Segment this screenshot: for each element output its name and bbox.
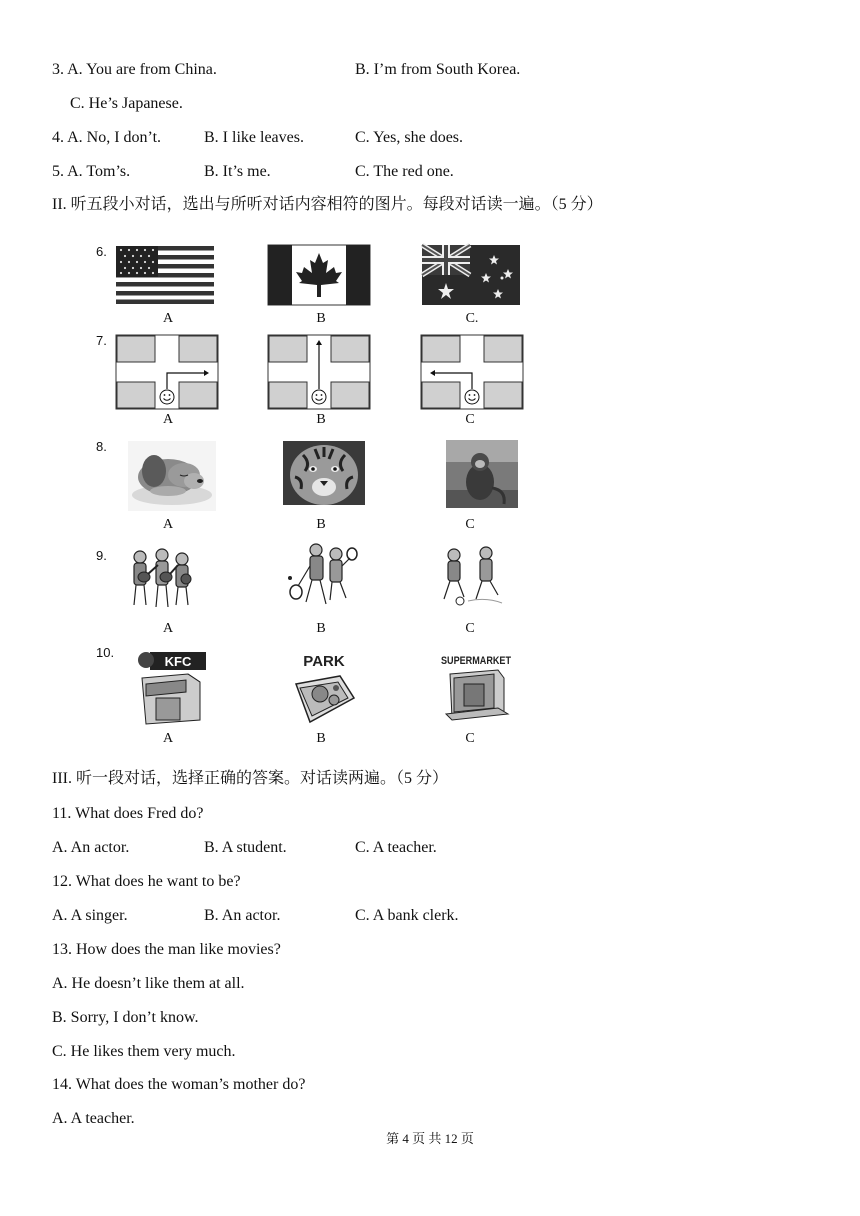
- q11-option-a: A. An actor.: [52, 839, 130, 856]
- supermarket-image: [438, 650, 514, 724]
- q9-number: 9.: [96, 548, 107, 563]
- q9-caption-c: C: [465, 621, 475, 636]
- q7-caption-a: A: [162, 412, 174, 427]
- kids-playing-tennis-image: [286, 540, 358, 614]
- q6-caption-a: A: [162, 311, 174, 326]
- q10-caption-c: C: [465, 731, 475, 746]
- route-go-straight-image: [268, 335, 370, 409]
- park-sign-text: PARK: [303, 653, 345, 670]
- q3-option-b: B. I’m from South Korea.: [355, 61, 521, 78]
- supermarket-sign-text: SUPERMARKET: [441, 655, 512, 667]
- q12-option-a: A. A singer.: [52, 907, 128, 924]
- q8-caption-a: A: [162, 517, 174, 532]
- q6-caption-b: B: [316, 311, 326, 326]
- q9-caption-a: A: [162, 621, 174, 636]
- route-turn-left-image: [421, 335, 523, 409]
- q5-option-b: B. It’s me.: [204, 163, 271, 180]
- q3-option-a: 3. A. You are from China.: [52, 61, 217, 78]
- section2-heading: II. 听五段小对话，选出与所听对话内容相符的图片。每段对话读一遍。（5 分）: [52, 196, 603, 213]
- q10-number: 10.: [96, 645, 115, 660]
- tiger-photo: [283, 441, 365, 505]
- q4-option-c: C. Yes, she does.: [355, 129, 464, 146]
- q4-option-b: B. I like leaves.: [204, 129, 304, 146]
- q11-question: 11. What does Fred do?: [52, 805, 204, 822]
- kids-playing-soccer-image: [436, 545, 506, 607]
- kfc-sign-text: KFC: [164, 654, 192, 669]
- q7-caption-c: C: [465, 412, 475, 427]
- q4-option-a: 4. A. No, I don’t.: [52, 129, 162, 146]
- usa-flag-image: [116, 246, 214, 304]
- q11-option-c: C. A teacher.: [355, 839, 437, 856]
- kids-playing-guitar-image: [128, 545, 196, 609]
- q10-caption-a: A: [162, 731, 174, 746]
- q7-number: 7.: [96, 333, 107, 348]
- q6-caption-c: C.: [465, 311, 479, 326]
- q8-number: 8.: [96, 439, 107, 454]
- q13-question: 13. How does the man like movies?: [52, 941, 281, 958]
- page-footer: 第 4 页 共 12 页: [386, 1131, 474, 1146]
- q3-option-c: C. He’s Japanese.: [70, 95, 183, 112]
- q11-option-b: B. A student.: [204, 839, 287, 856]
- q13-option-c: C. He likes them very much.: [52, 1043, 236, 1060]
- q6-number: 6.: [96, 244, 107, 259]
- q12-option-b: B. An actor.: [204, 907, 281, 924]
- australia-flag-image: [422, 245, 520, 305]
- q7-caption-b: B: [316, 412, 326, 427]
- q5-option-c: C. The red one.: [355, 163, 454, 180]
- park-image: [290, 650, 358, 726]
- q10-caption-b: B: [316, 731, 326, 746]
- puppy-photo: [128, 441, 216, 511]
- monkey-photo: [446, 440, 518, 508]
- q8-caption-b: B: [316, 517, 326, 532]
- canada-flag-image: [268, 245, 370, 305]
- q14-question: 14. What does the woman’s mother do?: [52, 1076, 306, 1093]
- q13-option-b: B. Sorry, I don’t know.: [52, 1009, 199, 1026]
- q9-caption-b: B: [316, 621, 326, 636]
- kfc-building-image: [136, 648, 210, 726]
- q5-option-a: 5. A. Tom’s.: [52, 163, 131, 180]
- q8-caption-c: C: [465, 517, 475, 532]
- q14-option-a: A. A teacher.: [52, 1110, 135, 1127]
- route-turn-right-image: [116, 335, 218, 409]
- q12-option-c: C. A bank clerk.: [355, 907, 459, 924]
- q13-option-a: A. He doesn’t like them at all.: [52, 975, 245, 992]
- q12-question: 12. What does he want to be?: [52, 873, 241, 890]
- section3-heading: III. 听一段对话，选择正确的答案。对话读两遍。（5 分）: [52, 770, 448, 787]
